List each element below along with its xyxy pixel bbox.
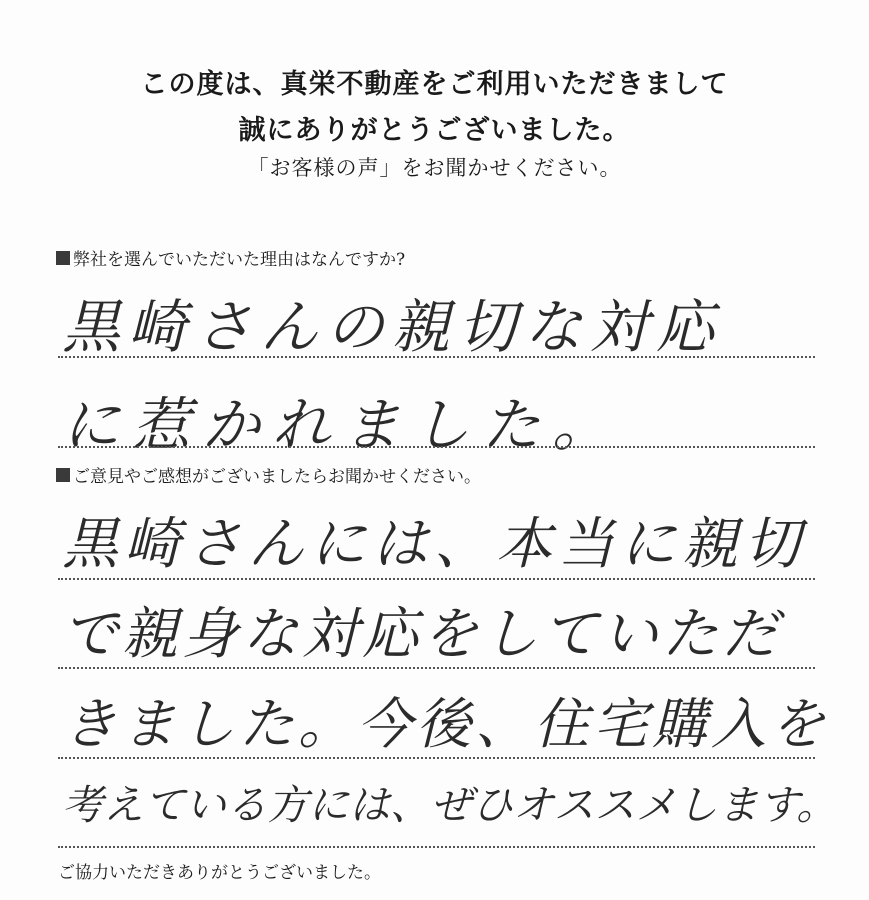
- answer-1-line-2: に惹かれました。: [62, 391, 623, 459]
- question-1: [56, 245, 405, 270]
- answer-rule: [58, 356, 815, 358]
- footer-thanks: ご協力いただきありがとうございました。: [58, 863, 381, 883]
- question-2-label: ご意見やご感想がございましたらお聞かせください。: [73, 467, 481, 487]
- answer-rule: [58, 846, 815, 848]
- question-1-label: 弊社を選んでいただいた理由はなんですか?: [73, 250, 406, 270]
- question-2: [56, 462, 481, 487]
- answer-1-line-1: 黒崎さんの親切な対応: [62, 293, 723, 361]
- bullet-square-icon: [56, 251, 70, 265]
- header-thanks-line2: 誠にありがとうございました。: [238, 115, 631, 146]
- answer-2-line-1: 黒崎さんには、本当に親切: [62, 512, 806, 577]
- answer-rule: [58, 446, 815, 448]
- bullet-square-icon: [56, 468, 70, 482]
- answer-rule: [58, 667, 815, 669]
- header-thanks-line1: この度は、真栄不動産をご利用いただきまして: [140, 69, 729, 100]
- answer-rule: [58, 578, 815, 580]
- header-request: 「お客様の声」をお聞かせください。: [247, 156, 622, 180]
- answer-2-line-4: 考えている方には、ぜひオススメします。: [62, 781, 838, 829]
- answer-rule: [58, 757, 815, 759]
- answer-2-line-3: きました。今後、住宅購入を: [62, 692, 830, 756]
- answer-2-line-2: で親身な対応をしていただ: [62, 602, 782, 667]
